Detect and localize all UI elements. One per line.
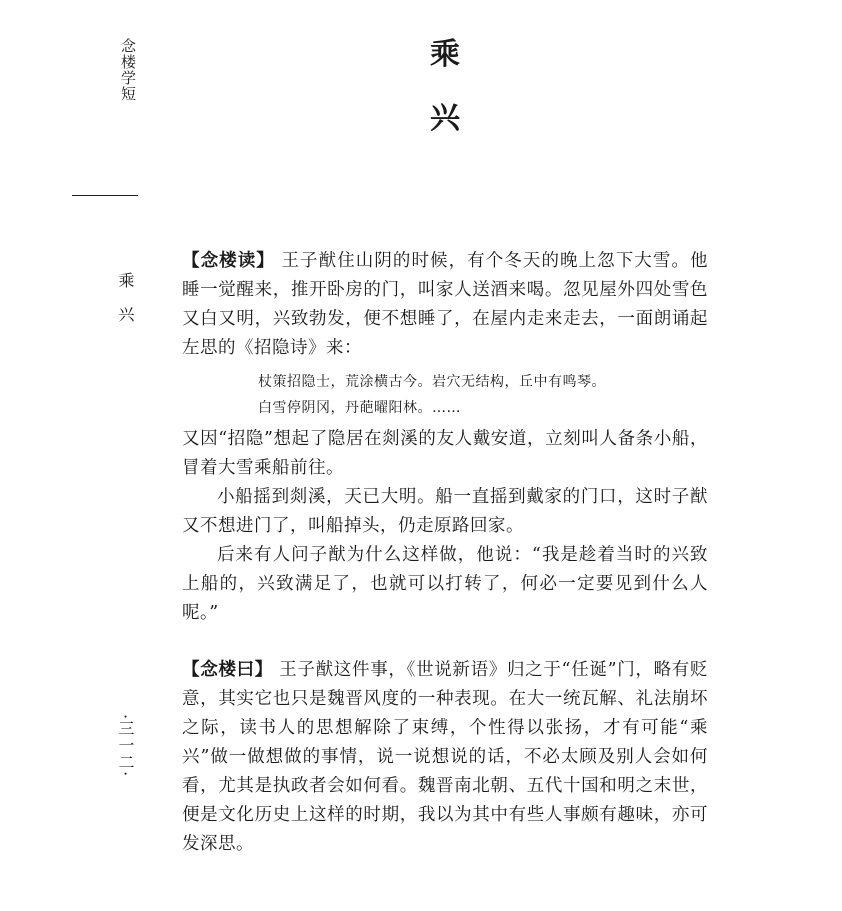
read-paragraph-2: 又因“招隐”想起了隐居在剡溪的友人戴安道，立刻叫人备条小船，冒着大雪乘船前往。 [182,429,708,478]
title-char-1: 乘 [430,37,460,72]
poem-quote [258,369,708,421]
article-body [182,247,708,859]
read-text-1: 王子猷住山阴的时候，有个冬天的晚上忽下大雪。他睡一觉醒来，推开卧房的门，叫家人送酒来喝。忽见屋外四处雪色又白又明，兴致勃发，便不想睡了，在屋内走来走去，一面朗诵起左思的《招隐诗》来： [182,251,708,358]
title-char-2: 兴 [430,101,460,136]
read-paragraph-4: 后来有人问子猷为什么这样做，他说：“我是趁着当时的兴致上船的，兴致满足了，也就可以打转了，何必一定要见到什么人呢。” [182,545,708,623]
page-title [410,37,480,136]
margin-divider [72,195,138,196]
comment-paragraph [182,656,708,859]
read-paragraph-3: 小船摇到剡溪，天已大明。船一直摇到戴家的门口，这时子猷又不想进门了，叫船掉头，仍走原路回家。 [182,487,708,536]
poem-line-1: 杖策招隐士，荒涂横古今。岩穴无结构，丘中有鸣琴。 [258,374,606,390]
running-head-book-title: 念楼学短 [119,38,137,102]
poem-line-2: 白雪停阴冈，丹葩曜阳林。…… [258,400,461,416]
read-paragraph-1 [182,247,708,363]
comment-text: 王子猷这件事，《世说新语》归之于“任诞”门，略有贬意，其实它也只是魏晋风度的一种表现。在大一统瓦解、礼法崩坏之际，读书人的思想解除了束缚，个性得以张扬，才有可能“乘兴”做一做想做的事情，说一说想说的话，不必太顾及别人会如何看，尤其是执政者会如何看。魏晋南北朝、五代十国和明之末世，便是文化历史上这样的时期，我以为其中有些人事颇有趣味，亦可发深思。 [182,660,708,854]
read-label: 【念楼读】 [182,251,275,271]
comment-label: 【念楼曰】 [182,660,273,680]
page-number: ·三一二· [116,714,135,778]
running-head-chapter: 乘兴 [116,272,135,340]
